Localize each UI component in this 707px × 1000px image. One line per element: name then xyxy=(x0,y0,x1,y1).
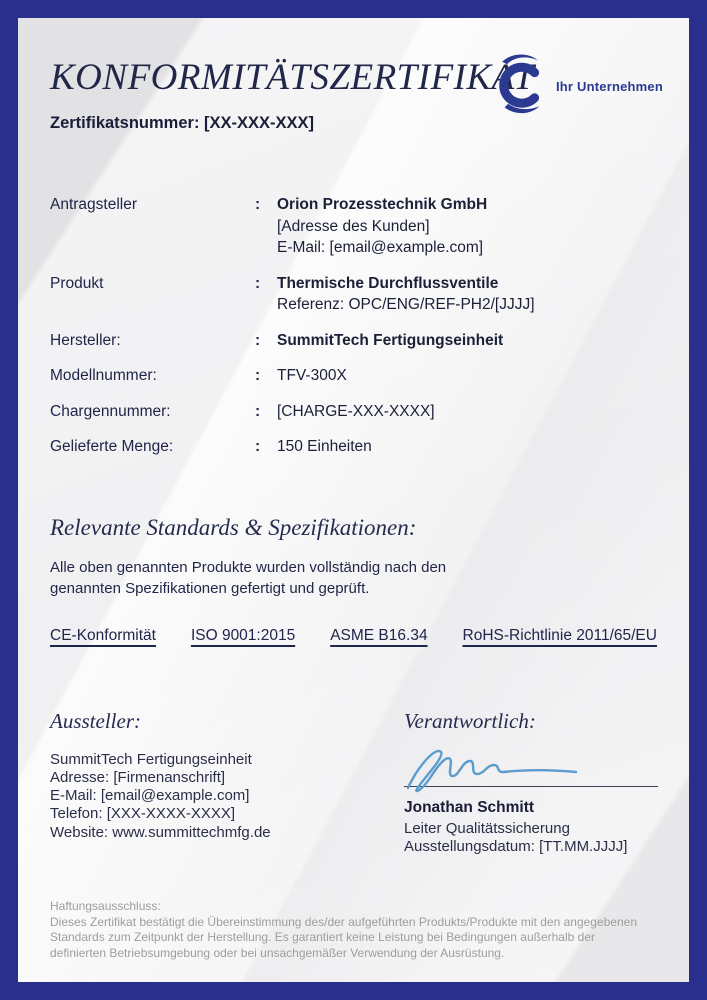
signature-line xyxy=(404,742,658,787)
manufacturer-name: SummitTech Fertigungseinheit xyxy=(277,331,504,349)
field-value xyxy=(277,365,657,387)
link-iso-9001-2015[interactable]: ISO 9001:2015 xyxy=(190,626,296,644)
standards-links xyxy=(50,627,657,645)
applicant-address: [Adresse des Kunden] xyxy=(277,217,430,235)
responsible-role: Leiter Qualitätssicherung xyxy=(404,819,570,837)
field-separator: : xyxy=(255,274,261,292)
batch-number: [CHARGE-XXX-XXXX] xyxy=(277,402,435,420)
signature-section xyxy=(50,709,657,857)
disclaimer-title: Haftungsausschluss: xyxy=(50,899,161,913)
page-title: KONFORMITÄTSZERTIFIKAT xyxy=(50,57,535,98)
issuer-details xyxy=(50,751,404,842)
field-separator: : xyxy=(255,331,261,349)
certificate-content xyxy=(18,18,689,982)
responsible-heading: Verantwortlich: xyxy=(404,708,536,733)
product-name: Thermische Durchflussventile xyxy=(277,274,499,292)
certificate-number: Zertifikatsnummer: [XX-XXX-XXX] xyxy=(50,114,315,132)
issue-date: Ausstellungsdatum: [TT.MM.JJJJ] xyxy=(404,838,628,855)
field-label: Antragsteller xyxy=(50,196,138,213)
responsible-name: Jonathan Schmitt xyxy=(404,798,535,816)
company-logo xyxy=(489,52,663,121)
link-asme-b16-34[interactable]: ASME B16.34 xyxy=(330,626,428,644)
certificate-inner-sheet xyxy=(18,18,689,982)
field-separator: : xyxy=(255,438,261,455)
issuer-website: Website: www.summittechmfg.de xyxy=(50,823,271,841)
issuer-email: E-Mail: [email@example.com] xyxy=(50,787,250,805)
logo-company-name: Ihr Unternehmen xyxy=(555,79,663,94)
field-separator: : xyxy=(255,196,261,213)
field-row-antragsteller xyxy=(50,194,657,259)
field-label: Produkt xyxy=(50,274,104,292)
signature-icon xyxy=(404,742,584,794)
field-label: Chargennummer: xyxy=(50,402,171,420)
field-label: Modellnummer: xyxy=(50,367,157,384)
field-separator: : xyxy=(255,367,261,384)
field-row-chargennummer xyxy=(50,401,657,423)
field-row-modellnummer xyxy=(50,365,657,387)
field-value xyxy=(277,273,657,316)
link-ce-konformitaet[interactable]: CE-Konformität xyxy=(50,626,156,644)
link-rohs-richtlinie[interactable]: RoHS-Richtlinie 2011/65/EU xyxy=(462,626,657,644)
issuer-heading: Aussteller: xyxy=(50,708,141,733)
field-value xyxy=(277,401,657,423)
issuer-column xyxy=(50,709,404,857)
field-row-produkt xyxy=(50,273,657,316)
c-swoosh-logo-icon xyxy=(489,52,549,121)
standards-description: Alle oben genannten Produkte wurden vollständig nach den genannten Spezifikationen gefertigt und geprüft. xyxy=(50,558,447,597)
disclaimer-body: Dieses Zertifikat bestätigt die Übereinstimmung des/der aufgeführten Produkts/Produkte mit den angegebenen Standards zum Zeitpunkt der Herstellung. Es garantiert keine Leistung bei Bedingungen außerhalb der definierten Betriebsumgebung oder bei unsachgemäßer Verwendung der Ausrüstung. xyxy=(50,914,638,960)
delivered-quantity: 150 Einheiten xyxy=(277,438,372,455)
issuer-phone: Telefon: [XXX-XXXX-XXXX] xyxy=(50,805,236,823)
field-label: Gelieferte Menge: xyxy=(50,438,174,455)
field-label: Hersteller: xyxy=(50,331,121,349)
applicant-name: Orion Prozesstechnik GmbH xyxy=(277,196,488,213)
model-number: TFV-300X xyxy=(277,367,347,384)
field-value xyxy=(277,194,657,259)
standards-heading: Relevante Standards & Spezifikationen: xyxy=(50,514,417,540)
field-row-hersteller xyxy=(50,330,657,352)
issuer-address: Adresse: [Firmenanschrift] xyxy=(50,768,226,786)
certificate-fields xyxy=(50,194,657,458)
field-value xyxy=(277,436,657,458)
field-separator: : xyxy=(255,402,261,420)
disclaimer xyxy=(50,899,652,961)
issuer-company: SummitTech Fertigungseinheit xyxy=(50,750,252,768)
field-value xyxy=(277,330,657,352)
product-reference: Referenz: OPC/ENG/REF-PH2/[JJJJ] xyxy=(277,296,535,313)
field-row-gelieferte-menge xyxy=(50,436,657,458)
applicant-email: E-Mail: [email@example.com] xyxy=(277,239,484,256)
responsible-column xyxy=(404,709,658,857)
